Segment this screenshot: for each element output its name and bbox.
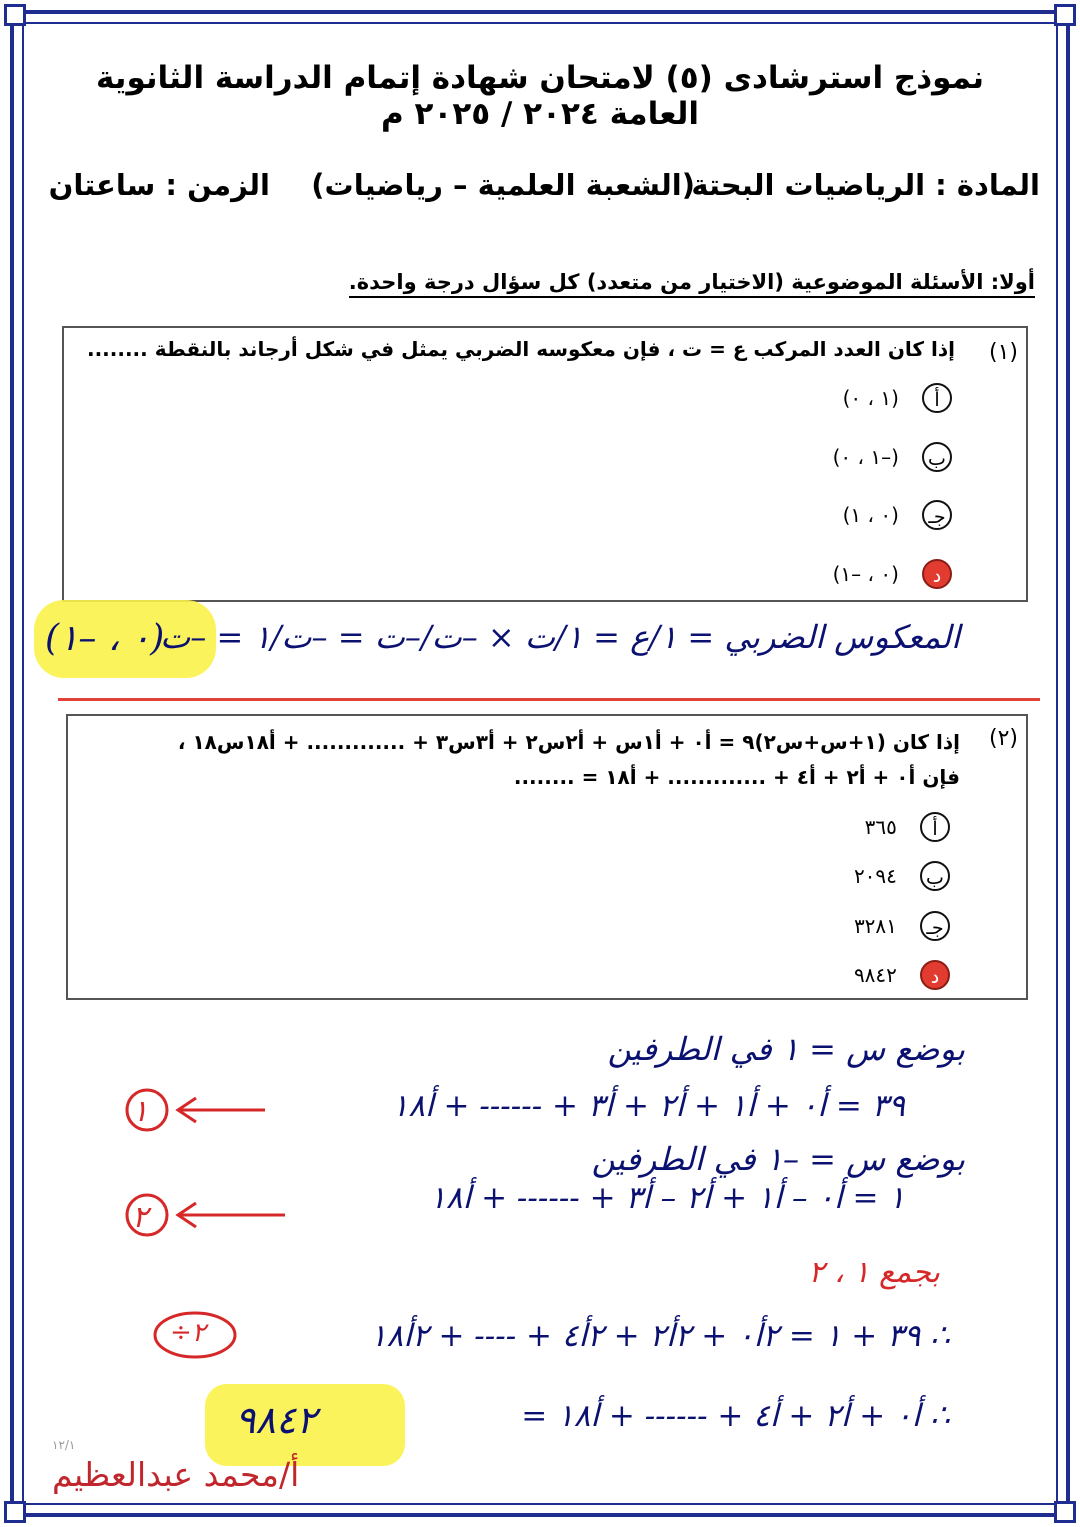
q2-step1: بوضع س = ١ في الطرفين xyxy=(607,1030,965,1068)
option-text: ٣٦٥ xyxy=(864,815,897,839)
q2-equation-1: ٣٩ = أ٠ + أ١ + أ٢ + أ٣ + ------ + أ١٨ xyxy=(391,1088,905,1124)
subject-label: المادة : الرياضيات البحتة xyxy=(691,168,1040,202)
eq2-label: ٢ xyxy=(132,1200,149,1235)
option-letter-selected: د xyxy=(922,559,952,589)
section-title: أولا: الأسئلة الموضوعية (الاختيار من متعدد) كل سؤال درجة واحدة. xyxy=(349,270,1035,298)
option-text: ٢٠٩٤ xyxy=(853,864,897,888)
time-label: الزمن : ساعتان xyxy=(48,168,270,202)
q1-handwritten-answer: (٠ ، –١) xyxy=(45,618,165,659)
page-number: ١٢/١ xyxy=(52,1438,76,1452)
option-letter: جـ xyxy=(920,911,950,941)
option-letter: جـ xyxy=(922,500,952,530)
option-text: (١ ، ٠) xyxy=(842,386,899,410)
q2-step3: بجمع ١ ، ٢ xyxy=(808,1255,940,1290)
option-letter: أ xyxy=(920,812,950,842)
eq1-label: ١ xyxy=(132,1094,149,1129)
question-number: (٢) xyxy=(988,726,1018,751)
option-letter: ب xyxy=(920,861,950,891)
option-letter: ب xyxy=(922,442,952,472)
option-text: ٩٨٤٢ xyxy=(853,963,897,987)
divide-ellipse xyxy=(155,1313,235,1357)
question-text-line2: فإن أ٠ + أ٢ + أ٤ + ............. + أ١٨ = ........ xyxy=(513,765,960,789)
q1-handwritten-solution: المعكوس الضربي = ١/ع = ١/ت × –ت/–ت = –ت/١ = –ت xyxy=(160,618,960,656)
eq2-circle xyxy=(127,1195,167,1235)
branch-label: (الشعبة العلمية – رياضيات) xyxy=(311,168,695,202)
option-text: (٠ ، ١) xyxy=(842,503,899,527)
divide-label: ÷٢ xyxy=(170,1318,206,1348)
q2-result-value: ٩٨٤٢ xyxy=(235,1398,317,1442)
exam-title: نموذج استرشادى (٥) لامتحان شهادة إتمام الدراسة الثانوية العامة ٢٠٢٤ / ٢٠٢٥ م xyxy=(96,60,984,132)
question-text-line1: إذا كان (١+س+س٢)٩ = أ٠ + أ١س + أ٢س٢ + أ٣س٣ + ............. + أ١٨س١٨ ، xyxy=(177,730,960,754)
eq1-circle xyxy=(127,1090,167,1130)
q2-step2: بوضع س = –١ في الطرفين xyxy=(591,1140,965,1178)
q2-result-equation: ∴ أ٠ + أ٢ + أ٤ + ------ + أ١٨ = xyxy=(521,1398,950,1434)
option-letter: أ xyxy=(922,383,952,413)
question-number: (١) xyxy=(988,340,1018,365)
option-text: (–١ ، ٠) xyxy=(832,445,899,469)
q2-sum-equation: ∴ ٣٩ + ١ = ٢أ٠ + ٢أ٢ + ٢أ٤ + ---- + ٢أ١٨ xyxy=(370,1318,950,1354)
option-text: (٠ ، –١) xyxy=(832,562,899,586)
q2-equation-2: ١ = أ٠ – أ١ + أ٢ – أ٣ + ------ + أ١٨ xyxy=(429,1180,905,1216)
question-text: إذا كان العدد المركب ع = ت ، فإن معكوسه الضربي يمثل في شكل أرجاند بالنقطة ........ xyxy=(86,337,955,361)
author-signature: أ/محمد عبدالعظيم xyxy=(52,1455,300,1494)
option-letter-selected: د xyxy=(920,960,950,990)
option-text: ٣٢٨١ xyxy=(853,914,897,938)
